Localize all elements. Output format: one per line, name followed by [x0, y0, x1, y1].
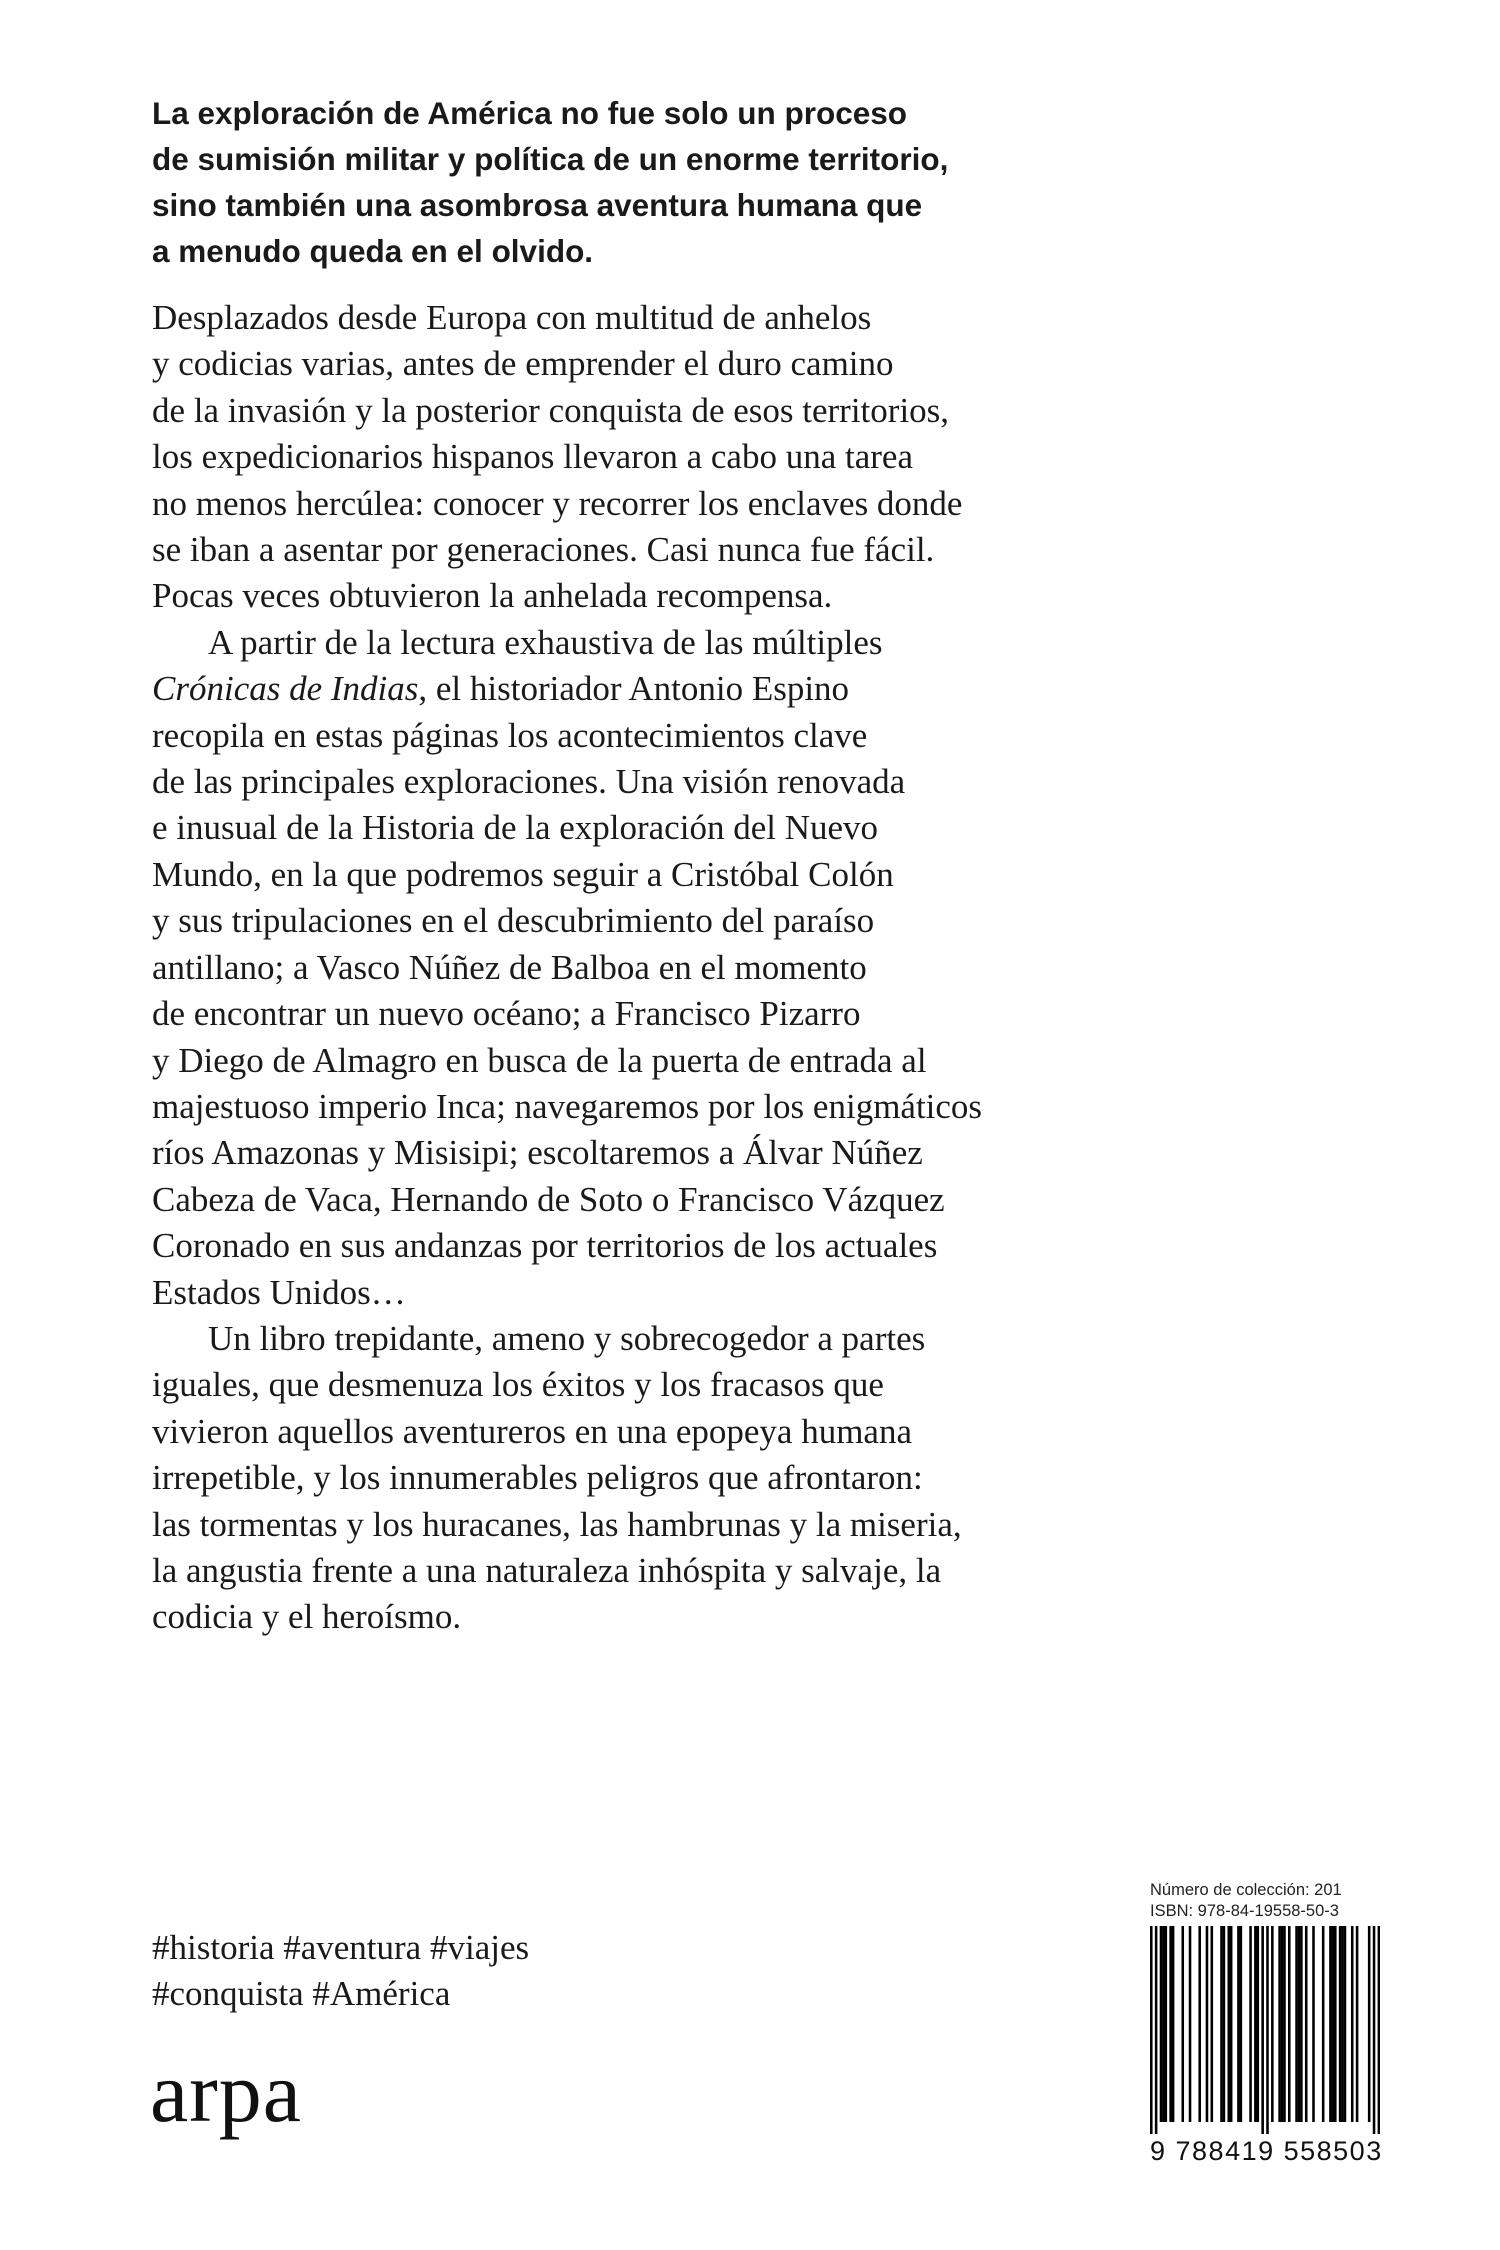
barcode-bar — [1169, 1926, 1172, 2122]
barcode-bar — [1332, 1926, 1335, 2122]
text-fragment: , el historiador Antonio Espino — [418, 669, 850, 709]
barcode-bar — [1165, 1926, 1168, 2122]
hashtag-line: #conquista #América — [152, 1974, 451, 2013]
text-line: de la invasión y la posterior conquista de esos territorios, — [152, 390, 950, 430]
barcode-bar — [1181, 1926, 1184, 2122]
barcode-bar — [1266, 1926, 1269, 2134]
barcode-bar — [1356, 1926, 1359, 2122]
text-line: A partir de la lectura exhaustiva de las múltiples — [208, 622, 883, 662]
barcode-bar — [1341, 1926, 1344, 2122]
text-line: Cabeza de Vaca, Hernando de Soto o Francisco Vázquez — [152, 1179, 945, 1219]
text-line: ríos Amazonas y Misisipi; escoltaremos a Álvar Núñez — [152, 1133, 923, 1173]
isbn-text: ISBN: 978-84-19558-50-3 — [1150, 1902, 1339, 1920]
text-line: no menos hercúlea: conocer y recorrer los enclaves donde — [152, 483, 963, 523]
barcode-bar — [1283, 1926, 1286, 2122]
barcode-info — [1150, 1880, 1390, 1922]
barcode-bar — [1373, 1926, 1376, 2134]
book-title-italic: Crónicas de Indias — [152, 669, 419, 709]
paragraph-1 — [152, 295, 1152, 620]
barcode-bar — [1223, 1926, 1226, 2122]
text-line: Coronado en sus andanzas por territorios de los actuales — [152, 1226, 938, 1266]
intro-line: sino también una asombrosa aventura humana que — [152, 187, 923, 223]
barcode-bar — [1227, 1926, 1230, 2122]
barcode-bar — [1339, 1926, 1342, 2122]
text-line: los expedicionarios hispanos llevaron a cabo una tarea — [152, 437, 913, 477]
barcode-bar — [1249, 1926, 1252, 2122]
hashtag-line: #historia #aventura #viajes — [152, 1928, 530, 1967]
text-line: codicia y el heroísmo. — [152, 1597, 462, 1637]
barcode-bar — [1368, 1926, 1371, 2122]
barcode-bar — [1172, 1926, 1175, 2122]
text-line: y codicias varias, antes de emprender el duro camino — [152, 344, 894, 384]
text-line: Mundo, en la que podremos seguir a Cristóbal Colón — [152, 854, 894, 894]
text-line: y Diego de Almagro en busca de la puerta de entrada al — [152, 1040, 927, 1080]
hashtags — [152, 1925, 529, 2017]
paragraph-3 — [152, 1316, 1152, 1641]
text-line: Un libro trepidante, ameno y sobrecogedor a partes — [208, 1318, 926, 1358]
barcode-bar — [1351, 1926, 1354, 2122]
barcode-bar — [1295, 1926, 1298, 2122]
text-line: Estados Unidos… — [152, 1272, 406, 1312]
text-line: de las principales exploraciones. Una visión renovada — [152, 762, 906, 802]
publisher-logo: arpa — [150, 2044, 302, 2140]
barcode-bar — [1344, 1926, 1347, 2122]
barcode-bar — [1288, 1926, 1291, 2122]
text-line: Desplazados desde Europa con multitud de anhelos — [152, 298, 872, 337]
barcode-bar — [1162, 1926, 1165, 2122]
barcode-bar — [1322, 1926, 1325, 2122]
barcode-bar — [1378, 1926, 1380, 2134]
text-line: vivieron aquellos aventureros en una epopeya humana — [152, 1411, 913, 1451]
barcode-bar — [1257, 1926, 1260, 2122]
text-line: iguales, que desmenuza los éxitos y los fracasos que — [152, 1365, 884, 1405]
barcode-bar — [1240, 1926, 1243, 2122]
barcode-block — [1150, 1880, 1390, 2166]
text-line: e inusual de la Historia de la exploración del Nuevo — [152, 808, 879, 848]
text-line: la angustia frente a una naturaleza inhóspita y salvaje, la — [152, 1550, 942, 1590]
barcode-bar — [1155, 1926, 1158, 2134]
text-line: antillano; a Vasco Núñez de Balboa en el momento — [152, 947, 867, 987]
barcode-bar — [1206, 1926, 1209, 2122]
barcode-bar — [1198, 1926, 1201, 2122]
text-line: se iban a asentar por generaciones. Casi nunca fue fácil. — [152, 530, 935, 570]
barcode-bar — [1271, 1926, 1274, 2122]
barcode-digits: 9 788419 558503 — [1150, 2136, 1383, 2166]
barcode-bar — [1254, 1926, 1257, 2122]
paragraph-2 — [152, 620, 1152, 1316]
barcode-bar — [1312, 1926, 1315, 2122]
barcode-bar — [1329, 1926, 1332, 2122]
barcode-bar — [1305, 1926, 1308, 2122]
text-line: las tormentas y los huracanes, las hambrunas y la miseria, — [152, 1504, 962, 1544]
collection-number: Número de colección: 201 — [1150, 1881, 1342, 1899]
barcode-bar — [1189, 1926, 1192, 2122]
barcode-bar — [1220, 1926, 1223, 2122]
blurb-text — [152, 295, 1152, 1641]
text-line: irrepetible, y los innumerables peligros que afrontaron: — [152, 1458, 923, 1498]
barcode-bar — [1230, 1926, 1233, 2122]
barcode-bar — [1298, 1926, 1301, 2122]
intro-line: La exploración de América no fue solo un proceso — [152, 95, 908, 131]
barcode-bar — [1160, 1926, 1163, 2122]
intro-line: de sumisión militar y política de un enorme territorio, — [152, 141, 949, 177]
text-line: y sus tripulaciones en el descubrimiento del paraíso — [152, 901, 875, 941]
barcode-bar — [1261, 1926, 1264, 2134]
text-line: recopila en estas páginas los acontecimientos clave — [152, 715, 868, 755]
text-line — [152, 666, 1152, 712]
barcode-bar — [1211, 1926, 1214, 2122]
text-line: majestuoso imperio Inca; navegaremos por los enigmáticos — [152, 1086, 983, 1126]
barcode-bar — [1300, 1926, 1303, 2122]
barcode-bar — [1237, 1926, 1240, 2122]
text-line: de encontrar un nuevo océano; a Francisco Pizarro — [152, 994, 861, 1034]
intro-line: a menudo queda en el olvido. — [152, 233, 594, 269]
barcode-bar — [1278, 1926, 1281, 2122]
intro-summary — [152, 90, 1152, 274]
barcode-icon — [1150, 1926, 1380, 2134]
barcode-bar — [1281, 1926, 1284, 2122]
barcode-bar — [1334, 1926, 1337, 2122]
text-line: Pocas veces obtuvieron la anhelada recompensa. — [152, 576, 833, 616]
barcode-bar — [1150, 1926, 1153, 2134]
